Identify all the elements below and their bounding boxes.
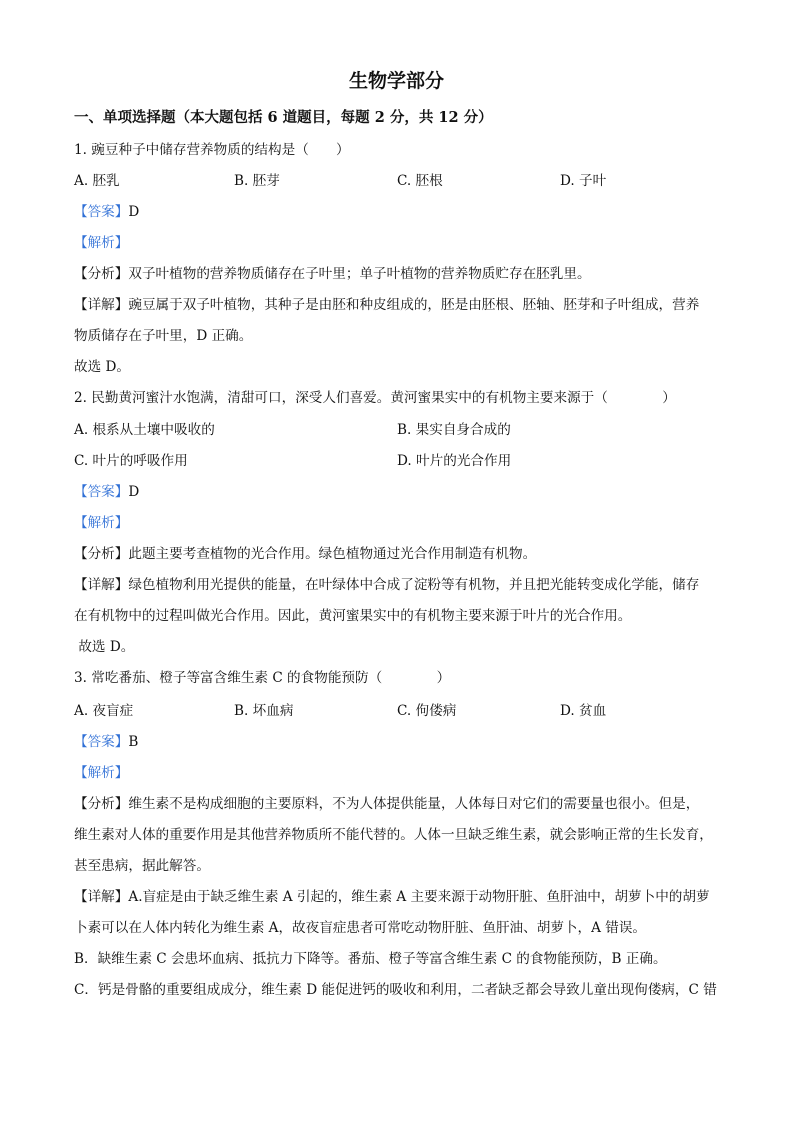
q2-option-c: C. 叶片的呼吸作用: [74, 453, 188, 469]
analysis-tag: 【解析】: [74, 235, 129, 251]
answer-tag: 【答案】: [74, 734, 129, 750]
q1-answer: [74, 202, 139, 222]
q2-detail-line-2: 在有机物中的过程叫做光合作用。因此，黄河蜜果实中的有机物主要来源于叶片的光合作用。: [74, 608, 632, 624]
q2-detail-text-1: 绿色植物利用光提供的能量，在叶绿体中合成了淀粉等有机物，并且把光能转变成化学能，储存: [128, 577, 700, 593]
q1-choose: 故选 D。: [74, 359, 131, 375]
q1-detail-text-1: 豌豆属于双子叶植物，其种子是由胚和种皮组成的，胚是由胚根、胚轴、胚芽和子叶组成，营养: [128, 297, 700, 313]
q1-fenxi: [74, 264, 591, 284]
q1-detail-line-2: 物质储存在子叶里，D 正确。: [74, 328, 253, 344]
q3-option-b: B. 坏血病: [234, 703, 294, 719]
q2-option-d: D. 叶片的光合作用: [397, 453, 512, 469]
q2-answer-value: D: [128, 484, 140, 500]
detail-tag: 【详解】: [74, 297, 129, 313]
fenxi-tag: 【分析】: [74, 796, 129, 812]
q1-answer-value: D: [128, 204, 140, 220]
detail-tag: 【详解】: [74, 889, 129, 905]
q3-detail-line-3: B．缺维生素 C 会患坏血病、抵抗力下降等。番茄、橙子等富含维生素 C 的食物能预防，B 正确。: [74, 951, 667, 967]
q1-detail-line-1: [74, 295, 699, 315]
q2-fenxi: [74, 544, 536, 564]
q1-fenxi-text: 双子叶植物的营养物质储存在子叶里；单子叶植物的营养物质贮存在胚乳里。: [128, 266, 591, 282]
q2-choose: 故选 D。: [74, 639, 135, 655]
q3-detail-line-2: 卜素可以在人体内转化为维生素 A，故夜盲症患者可常吃动物肝脏、鱼肝油、胡萝卜，A 错误。: [74, 920, 647, 936]
q3-option-d: D. 贫血: [560, 703, 607, 719]
q1-analysis-heading: [74, 233, 128, 253]
q2-stem: 2. 民勤黄河蜜汁水饱满，清甜可口，深受人们喜爱。黄河蜜果实中的有机物主要来源于（ ）: [74, 390, 676, 406]
answer-tag: 【答案】: [74, 484, 129, 500]
q3-option-a: A. 夜盲症: [74, 703, 134, 719]
q2-fenxi-text: 此题主要考查植物的光合作用。绿色植物通过光合作用制造有机物。: [128, 546, 537, 562]
q1-stem: 1. 豌豆种子中储存营养物质的结构是（ ）: [74, 142, 350, 158]
q1-option-d: D. 子叶: [560, 173, 607, 189]
detail-tag: 【详解】: [74, 577, 129, 593]
q3-detail-line-1: [74, 887, 710, 907]
q3-answer: [74, 732, 138, 752]
q3-analysis-heading: [74, 763, 128, 783]
fenxi-tag: 【分析】: [74, 266, 129, 282]
answer-tag: 【答案】: [74, 204, 129, 220]
q1-option-a: A. 胚乳: [74, 173, 120, 189]
q1-option-c: C. 胚根: [397, 173, 443, 189]
fenxi-tag: 【分析】: [74, 546, 129, 562]
q3-answer-value: B: [128, 734, 139, 750]
q3-detail-line-4: C．钙是骨骼的重要组成成分，维生素 D 能促进钙的吸收和利用，二者缺乏都会导致儿童出现佝偻病，C 错: [74, 982, 717, 998]
q3-stem: 3. 常吃番茄、橙子等富含维生素 C 的食物能预防（ ）: [74, 670, 451, 686]
q3-fenxi-line-3: 甚至患病，据此解答。: [74, 858, 210, 874]
section-heading: 一、单项选择题（本大题包括 6 道题目，每题 2 分，共 12 分）: [74, 109, 493, 126]
q2-analysis-heading: [74, 513, 128, 533]
q2-detail-line-1: [74, 575, 699, 595]
q1-option-b: B. 胚芽: [234, 173, 280, 189]
q3-fenxi-line-1: [74, 794, 699, 814]
q3-option-c: C. 佝偻病: [397, 703, 457, 719]
q2-option-a: A. 根系从土壤中吸收的: [74, 422, 215, 438]
q3-detail-text-1: A.盲症是由于缺乏维生素 A 引起的，维生素 A 主要来源于动物肝脏、鱼肝油中，胡萝卜中的胡萝: [128, 889, 710, 905]
page-title: 生物学部分: [348, 70, 444, 92]
q3-fenxi-line-2: 维生素对人体的重要作用是其他营养物质所不能代替的。人体一旦缺乏维生素，就会影响正常的生长发育，: [74, 827, 713, 843]
q2-option-b: B. 果实自身合成的: [397, 422, 511, 438]
q2-answer: [74, 482, 139, 502]
analysis-tag: 【解析】: [74, 765, 129, 781]
q3-fenxi-text-1: 维生素不是构成细胞的主要原料，不为人体提供能量，人体每日对它们的需要量也很小。但是，: [128, 796, 700, 812]
analysis-tag: 【解析】: [74, 515, 129, 531]
